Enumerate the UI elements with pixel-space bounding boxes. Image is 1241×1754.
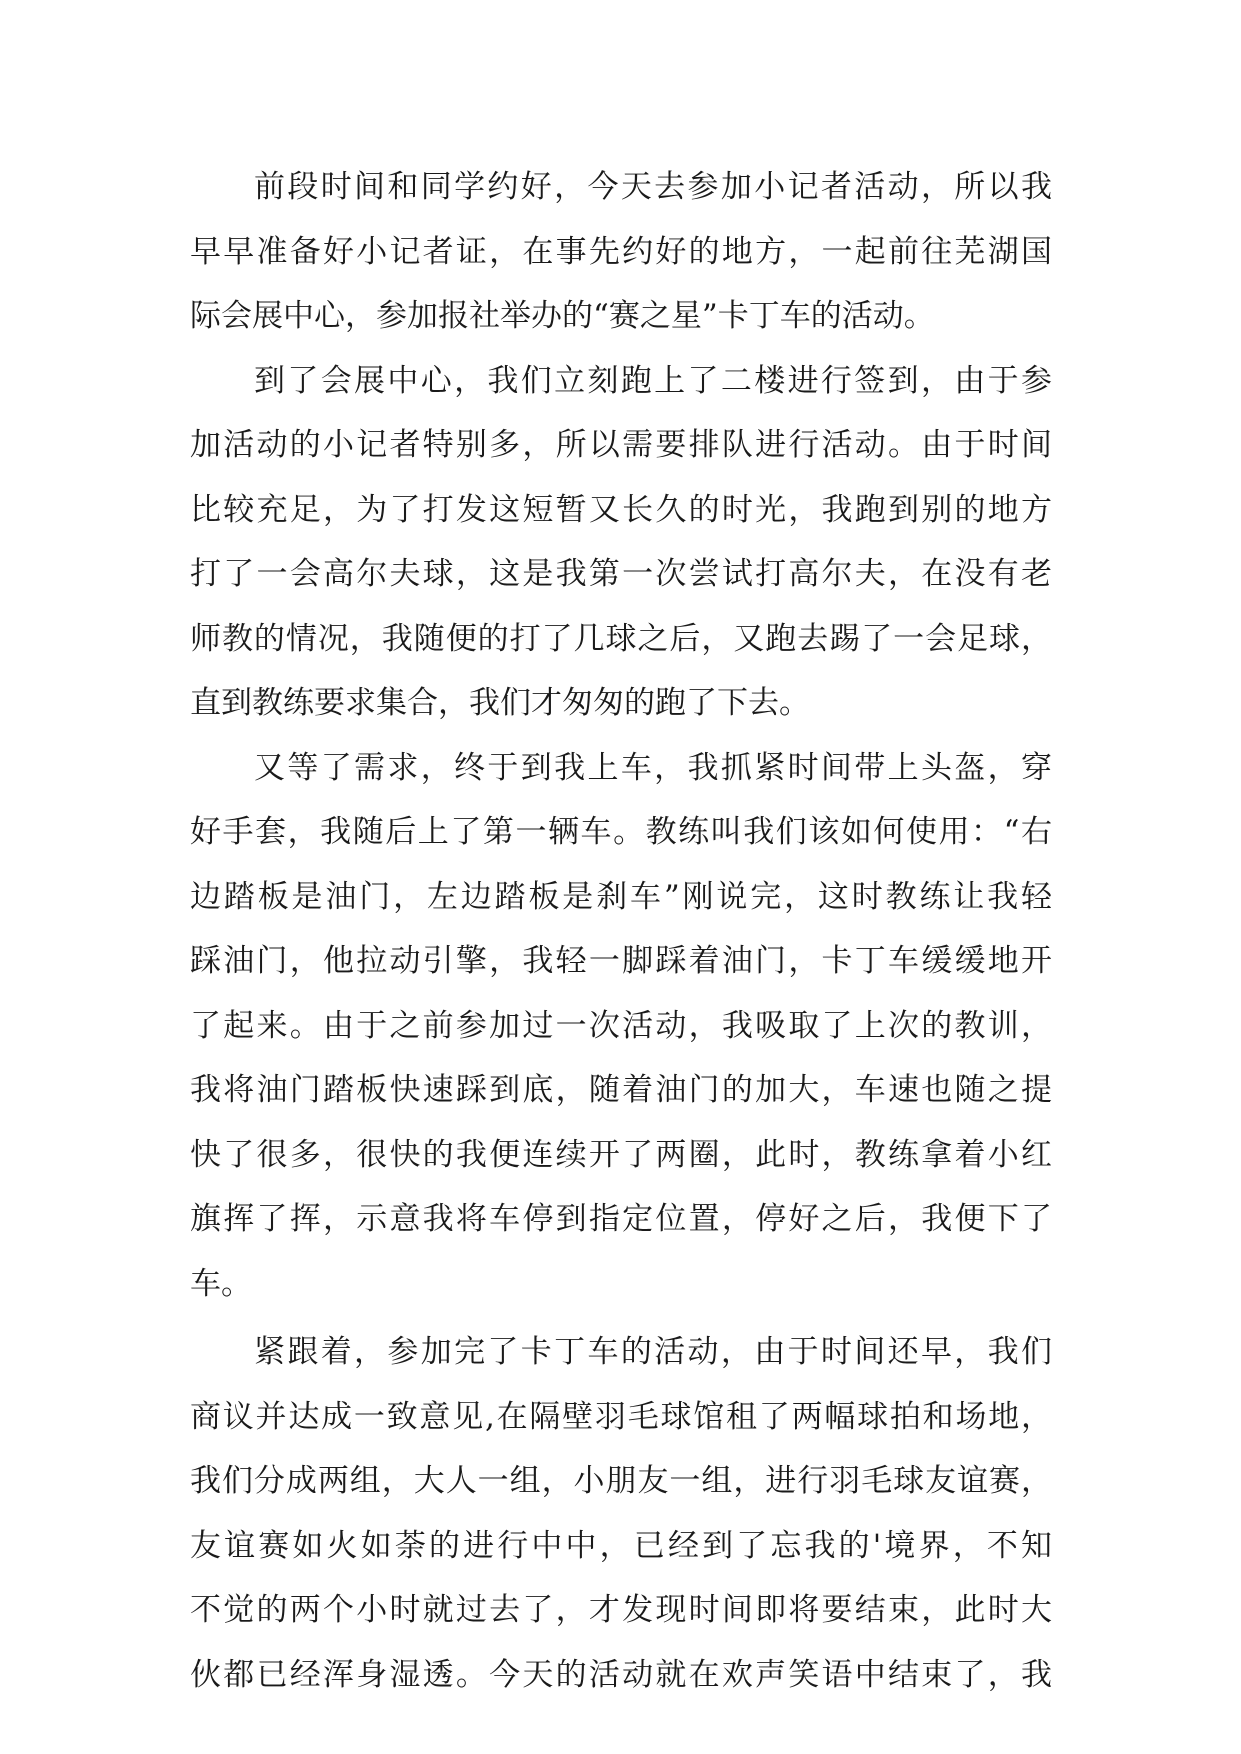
paragraph-line: 直到教练要求集合，我们才匆匆的跑了下去。	[190, 685, 810, 721]
paragraph-line: 际会展中心，参加报社举办的“赛之星”卡丁车的活动。	[190, 298, 935, 334]
paragraph-3	[190, 736, 1052, 1317]
article-body	[190, 155, 1052, 1707]
paragraph-line: 边踏板是油门，左边踏板是刹车”刚说完，这时教练让我轻	[190, 878, 1052, 915]
paragraph-line: 了起来。由于之前参加过一次活动，我吸取了上次的教训，	[190, 1007, 1052, 1044]
paragraph-line: 我们分成两组，大人一组，小朋友一组，进行羽毛球友谊赛，	[190, 1463, 1052, 1499]
paragraph-line: 比较充足，为了打发这短暂又长久的时光，我跑到别的地方	[190, 491, 1052, 528]
paragraph-line: 不觉的两个小时就过去了，才发现时间即将要结束，此时大	[190, 1592, 1052, 1628]
paragraph-line: 我将油门踏板快速踩到底，随着油门的加大，车速也随之提	[190, 1072, 1052, 1108]
paragraph-2	[190, 349, 1052, 736]
paragraph-line: 到了会展中心，我们立刻跑上了二楼进行签到，由于参	[254, 362, 1052, 399]
paragraph-line: 前段时间和同学约好，今天去参加小记者活动，所以我	[254, 169, 1052, 205]
paragraph-line: 紧跟着，参加完了卡丁车的活动，由于时间还早，我们	[254, 1334, 1052, 1370]
paragraph-line: 旗挥了挥，示意我将车停到指定位置，停好之后，我便下了	[190, 1201, 1052, 1237]
paragraph-line: 加活动的小记者特别多，所以需要排队进行活动。由于时间	[190, 427, 1052, 463]
paragraph-line: 师教的情况，我随便的打了几球之后，又跑去踢了一会足球，	[190, 620, 1052, 657]
paragraph-line: 车。	[190, 1265, 252, 1302]
paragraph-1	[190, 155, 1052, 349]
paragraph-line: 打了一会高尔夫球，这是我第一次尝试打高尔夫，在没有老	[190, 556, 1052, 592]
paragraph-line: 早早准备好小记者证，在事先约好的地方，一起前往芜湖国	[190, 233, 1052, 270]
paragraph-line: 快了很多，很快的我便连续开了两圈，此时，教练拿着小红	[190, 1136, 1052, 1173]
paragraph-line: 伙都已经浑身湿透。今天的活动就在欢声笑语中结束了，我	[190, 1656, 1052, 1693]
paragraph-line: 好手套，我随后上了第一辆车。教练叫我们该如何使用：“右	[190, 814, 1052, 850]
paragraph-line: 又等了需求，终于到我上车，我抓紧时间带上头盔，穿	[254, 749, 1052, 786]
paragraph-4	[190, 1320, 1052, 1707]
paragraph-line: 友谊赛如火如荼的进行中中，已经到了忘我的'境界，不知	[190, 1527, 1052, 1564]
paragraph-line: 踩油门，他拉动引擎，我轻一脚踩着油门，卡丁车缓缓地开	[190, 943, 1052, 979]
paragraph-line: 商议并达成一致意见,在隔壁羽毛球馆租了两幅球拍和场地，	[190, 1398, 1052, 1435]
